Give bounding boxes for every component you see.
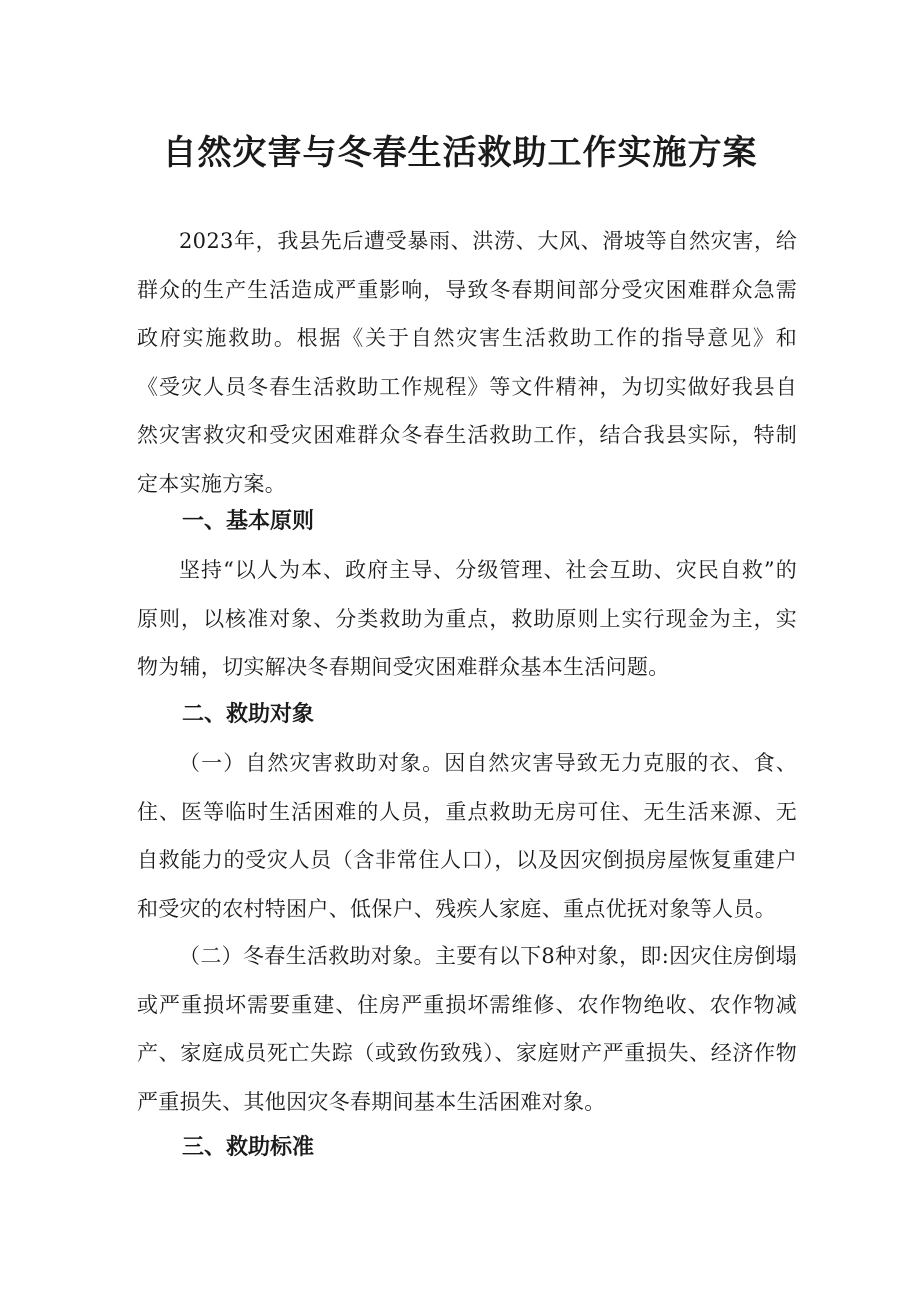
principles-paragraph: 坚持“以人为本、政府主导、分级管理、社会互助、灾民自救”的原则，以核准对象、分类救助为重点，救助原则上实行现金为主，实物为辅，切实解决冬春期间受灾困难群众基本生活问题。: [137, 558, 797, 679]
section-heading-standards: 三、救助标准: [182, 1135, 315, 1160]
document-title: 自然灾害与冬春生活救助工作实施方案: [162, 133, 758, 173]
section-heading-recipients: 二、救助对象: [182, 702, 315, 727]
recipients-item-2: （二）冬春生活救助对象。主要有以下8种对象，即:因灾住房倒塌或严重损坏需要重建、住房严重损坏需维修、农作物绝收、农作物减产、家庭成员死亡失踪（或致伤致残）、家庭财产严重损失、经济作物严重损失、其他因灾冬春期间基本生活困难对象。: [137, 944, 797, 1114]
intro-paragraph: 2023年，我县先后遭受暴雨、洪涝、大风、滑坡等自然灾害，给群众的生产生活造成严重影响，导致冬春期间部分受灾困难群众急需政府实施救助。根据《关于自然灾害生活救助工作的指导意见》和《受灾人员冬春生活救助工作规程》等文件精神，为切实做好我县自然灾害救灾和受灾困难群众冬春生活救助工作，结合我县实际，特制定本实施方案。: [137, 229, 797, 496]
section-heading-principles: 一、基本原则: [182, 509, 315, 534]
recipients-item-1: （一）自然灾害救助对象。因自然灾害导致无力克服的衣、食、住、医等临时生活困难的人员，重点救助无房可住、无生活来源、无自救能力的受灾人员（含非常住人口），以及因灾倒损房屋恢复重建户和受灾的农村特困户、低保户、残疾人家庭、重点优抚对象等人员。: [137, 751, 797, 921]
